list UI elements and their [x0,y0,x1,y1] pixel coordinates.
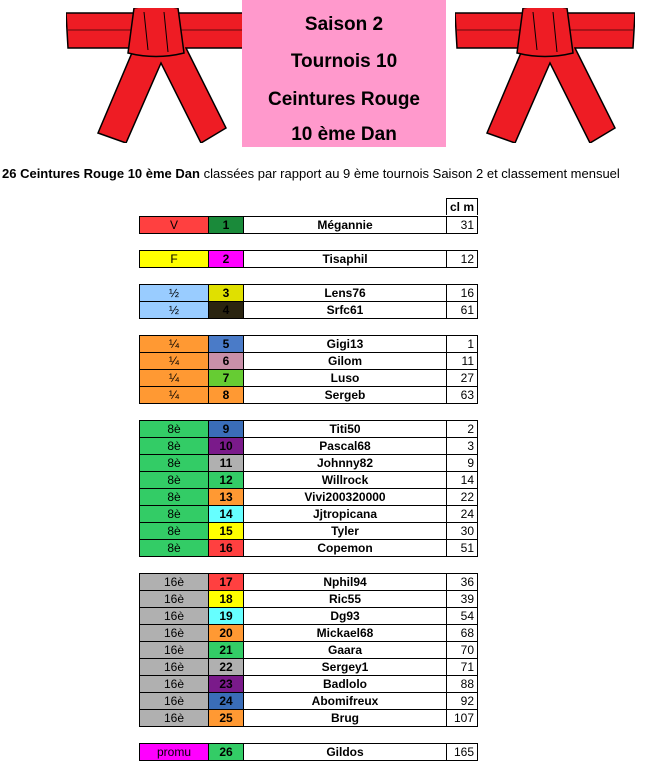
player-name-cell: Sergey1 [243,658,447,676]
player-name-cell: Lens76 [243,284,447,302]
title-dan: 10 ème Dan [291,124,397,145]
category-cell: V [139,216,209,234]
rank-cell: 22 [208,658,244,676]
category-cell: 16è [139,607,209,625]
rank-cell: 1 [208,216,244,234]
category-cell: 16è [139,709,209,727]
rank-cell: 21 [208,641,244,659]
category-cell: ½ [139,301,209,319]
category-cell: 16è [139,658,209,676]
player-name-cell: Mickael68 [243,624,447,642]
rank-cell: 20 [208,624,244,642]
category-cell: promu [139,743,209,761]
player-name-cell: Dg93 [243,607,447,625]
monthly-rank-value: 68 [460,626,474,640]
player-name-cell: Ric55 [243,590,447,608]
rank-cell: 8 [208,386,244,404]
player-name-cell: Johnny82 [243,454,447,472]
category-cell: 16è [139,675,209,693]
monthly-rank-cell [446,386,478,404]
player-name-cell: Jjtropicana [243,505,447,523]
monthly-rank-cell [446,471,478,489]
player-name-cell: Tisaphil [243,250,447,268]
monthly-rank-value: 22 [460,490,474,504]
category-cell: 8è [139,420,209,438]
player-name-cell: Gaara [243,641,447,659]
player-name-cell: Willrock [243,471,447,489]
rank-cell: 13 [208,488,244,506]
subtitle [2,166,620,181]
player-name-cell: Titi50 [243,420,447,438]
monthly-rank-value: 2 [467,422,474,436]
monthly-rank-value: 36 [460,575,474,589]
player-name-cell: Abomifreux [243,692,447,710]
monthly-rank-value: 63 [460,388,474,402]
clm-column-header: cl m [446,198,478,215]
rank-cell: 2 [208,250,244,268]
category-cell: 8è [139,505,209,523]
red-belt-icon [455,8,635,143]
monthly-rank-cell [446,216,478,234]
monthly-rank-cell [446,301,478,319]
category-cell: 16è [139,590,209,608]
player-name-cell: Nphil94 [243,573,447,591]
player-name-cell: Gildos [243,743,447,761]
monthly-rank-value: 61 [460,303,474,317]
monthly-rank-value: 39 [460,592,474,606]
monthly-rank-cell [446,522,478,540]
rank-cell: 9 [208,420,244,438]
player-name-cell: Gigi13 [243,335,447,353]
rank-cell: 5 [208,335,244,353]
player-name-cell: Mégannie [243,216,447,234]
category-cell: 16è [139,624,209,642]
monthly-rank-value: 24 [460,507,474,521]
monthly-rank-cell [446,488,478,506]
title-box [242,0,446,147]
category-cell: F [139,250,209,268]
monthly-rank-cell [446,675,478,693]
monthly-rank-cell [446,590,478,608]
monthly-rank-cell [446,539,478,557]
player-name-cell: Brug [243,709,447,727]
player-name-cell: Gilom [243,352,447,370]
rank-cell: 14 [208,505,244,523]
rank-cell: 17 [208,573,244,591]
category-cell: ¼ [139,335,209,353]
monthly-rank-value: 54 [460,609,474,623]
rank-cell: 6 [208,352,244,370]
monthly-rank-value: 27 [460,371,474,385]
red-belt-icon [66,8,246,143]
player-name-cell: Sergeb [243,386,447,404]
player-name-cell: Tyler [243,522,447,540]
monthly-rank-value: 51 [460,541,474,555]
category-cell: ¼ [139,386,209,404]
category-cell: ¼ [139,352,209,370]
monthly-rank-cell [446,437,478,455]
monthly-rank-value: 3 [467,439,474,453]
monthly-rank-value: 70 [460,643,474,657]
monthly-rank-cell [446,505,478,523]
player-name-cell: Pascal68 [243,437,447,455]
rank-cell: 15 [208,522,244,540]
monthly-rank-value: 16 [460,286,474,300]
monthly-rank-cell [446,454,478,472]
subtitle-bold: 26 Ceintures Rouge 10 ème Dan [2,166,200,181]
category-cell: 8è [139,522,209,540]
title-tournament: Tournois 10 [290,51,398,72]
monthly-rank-cell [446,284,478,302]
category-cell: ½ [139,284,209,302]
monthly-rank-cell [446,709,478,727]
monthly-rank-value: 107 [453,711,474,725]
category-cell: 8è [139,437,209,455]
monthly-rank-cell [446,335,478,353]
title-season: Saison 2 [304,14,384,35]
rank-cell: 16 [208,539,244,557]
category-cell: 8è [139,471,209,489]
rank-cell: 19 [208,607,244,625]
category-cell: 16è [139,641,209,659]
monthly-rank-value: 12 [460,252,474,266]
rank-cell: 3 [208,284,244,302]
monthly-rank-cell [446,250,478,268]
rank-cell: 12 [208,471,244,489]
monthly-rank-cell [446,743,478,761]
rank-cell: 23 [208,675,244,693]
player-name-cell: Copemon [243,539,447,557]
category-cell: 16è [139,692,209,710]
monthly-rank-value: 1 [467,337,474,351]
monthly-rank-cell [446,692,478,710]
category-cell: ¼ [139,369,209,387]
player-name-cell: Badlolo [243,675,447,693]
rank-cell: 10 [208,437,244,455]
monthly-rank-value: 31 [460,218,474,232]
rank-cell: 18 [208,590,244,608]
rank-cell: 24 [208,692,244,710]
subtitle-rest: classées par rapport au 9 ème tournois Saison 2 et classement mensuel [199,166,620,181]
monthly-rank-value: 9 [467,456,474,470]
monthly-rank-value: 92 [460,694,474,708]
player-name-cell: Vivi200320000 [243,488,447,506]
monthly-rank-cell [446,641,478,659]
rank-cell: 4 [208,301,244,319]
monthly-rank-cell [446,607,478,625]
monthly-rank-value: 30 [460,524,474,538]
rank-cell: 25 [208,709,244,727]
monthly-rank-value: 11 [461,354,474,368]
rank-cell: 7 [208,369,244,387]
monthly-rank-cell [446,352,478,370]
monthly-rank-cell [446,658,478,676]
monthly-rank-cell [446,624,478,642]
rank-cell: 26 [208,743,244,761]
category-cell: 16è [139,573,209,591]
category-cell: 8è [139,539,209,557]
monthly-rank-cell [446,369,478,387]
player-name-cell: Srfc61 [243,301,447,319]
title-belts: Ceintures Rouge [267,89,421,110]
category-cell: 8è [139,488,209,506]
player-name-cell: Luso [243,369,447,387]
monthly-rank-value: 71 [460,660,474,674]
monthly-rank-cell [446,420,478,438]
monthly-rank-value: 165 [453,745,474,759]
monthly-rank-value: 88 [460,677,474,691]
monthly-rank-value: 14 [460,473,474,487]
rank-cell: 11 [208,454,244,472]
category-cell: 8è [139,454,209,472]
monthly-rank-cell [446,573,478,591]
